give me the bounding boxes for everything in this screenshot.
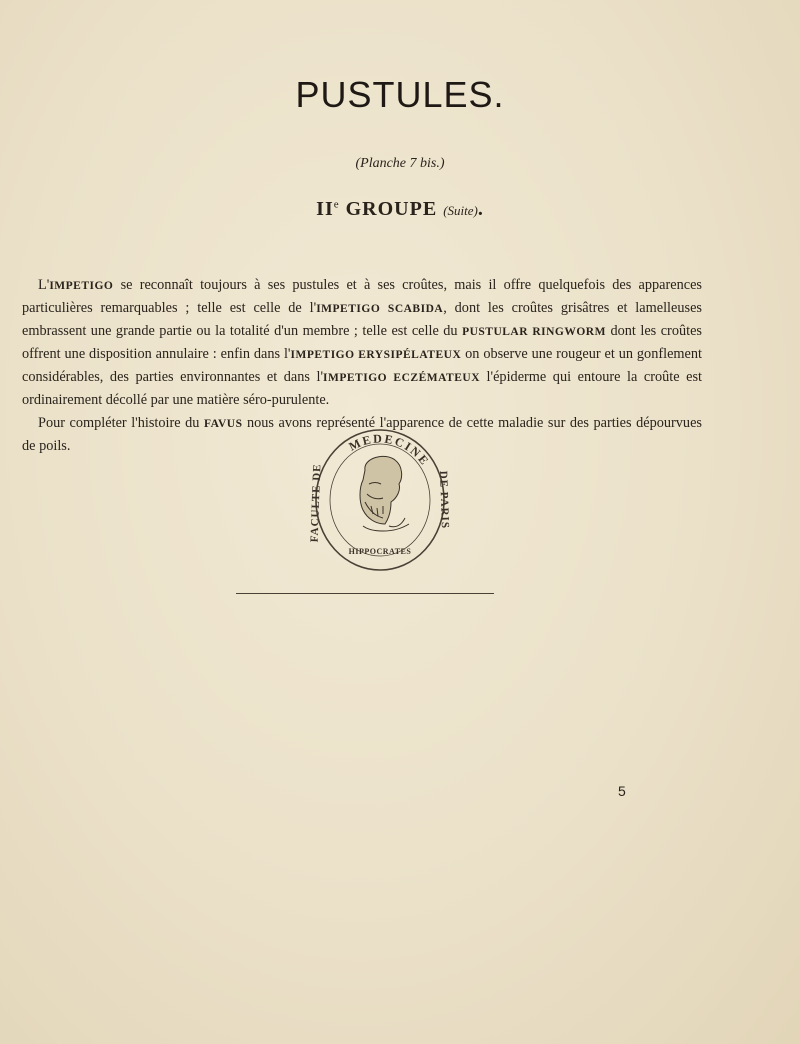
- text-run: L': [38, 277, 50, 293]
- disease-term: IMPETIGO SCABIDA: [316, 303, 444, 315]
- text-run: l'épiderme qui entoure la croûte est ordinairement décollé par une matière séro-purulente.: [22, 369, 702, 408]
- group-suite: (Suite): [443, 203, 478, 218]
- stamp-right-text: DE PARIS: [436, 470, 452, 530]
- disease-term: IMPETIGO ERYSIPÉLATEUX: [290, 349, 462, 361]
- library-stamp: [305, 418, 455, 578]
- text-run: , dont les croûtes grisâtres et lamelleuses embrassent une grande partie ou la totalité d'un membre ; telle est celle du: [22, 300, 702, 339]
- group-numeral: II: [316, 198, 334, 220]
- text-run: on observe une rougeur et un gonflement considérables, des parties environnantes et dans l': [22, 346, 703, 385]
- paragraph-impetigo: [22, 274, 702, 411]
- group-superscript: e: [333, 198, 340, 211]
- group-end: .: [477, 198, 484, 220]
- text-run: Pour compléter l'histoire du: [38, 415, 204, 431]
- disease-term: FAVUS: [203, 418, 243, 430]
- plate-reference: (Planche 7 bis.): [355, 156, 445, 171]
- disease-term: IMPETIGO ECZÉMATEUX: [323, 372, 480, 384]
- group-heading: [0, 198, 800, 221]
- group-name: GROUPE: [345, 198, 438, 220]
- horizontal-rule: [236, 593, 494, 594]
- disease-term: PUSTULAR RINGWORM: [462, 326, 606, 338]
- stamp-top-text: MEDECINE: [346, 431, 433, 469]
- stamp-bottom-text: HIPPOCRATES: [348, 547, 412, 556]
- hippocrates-bust-icon: [360, 456, 409, 531]
- stamp-left-text: FACULTE DE: [308, 463, 324, 543]
- page-title: PUSTULES.: [295, 74, 505, 115]
- text-run: nous avons représenté l'apparence de cette maladie sur des parties dépourvues de poils.: [22, 415, 702, 454]
- text-run: se reconnaît toujours à ses pustules et à ses croûtes, mais il offre quelquefois des apparences particulières remarquables ; telle est celle de l': [22, 277, 702, 316]
- page-number: 5: [618, 783, 626, 799]
- text-run: dont les croûtes offrent une disposition annulaire : enfin dans l': [22, 323, 702, 362]
- disease-term: IMPETIGO: [49, 280, 114, 292]
